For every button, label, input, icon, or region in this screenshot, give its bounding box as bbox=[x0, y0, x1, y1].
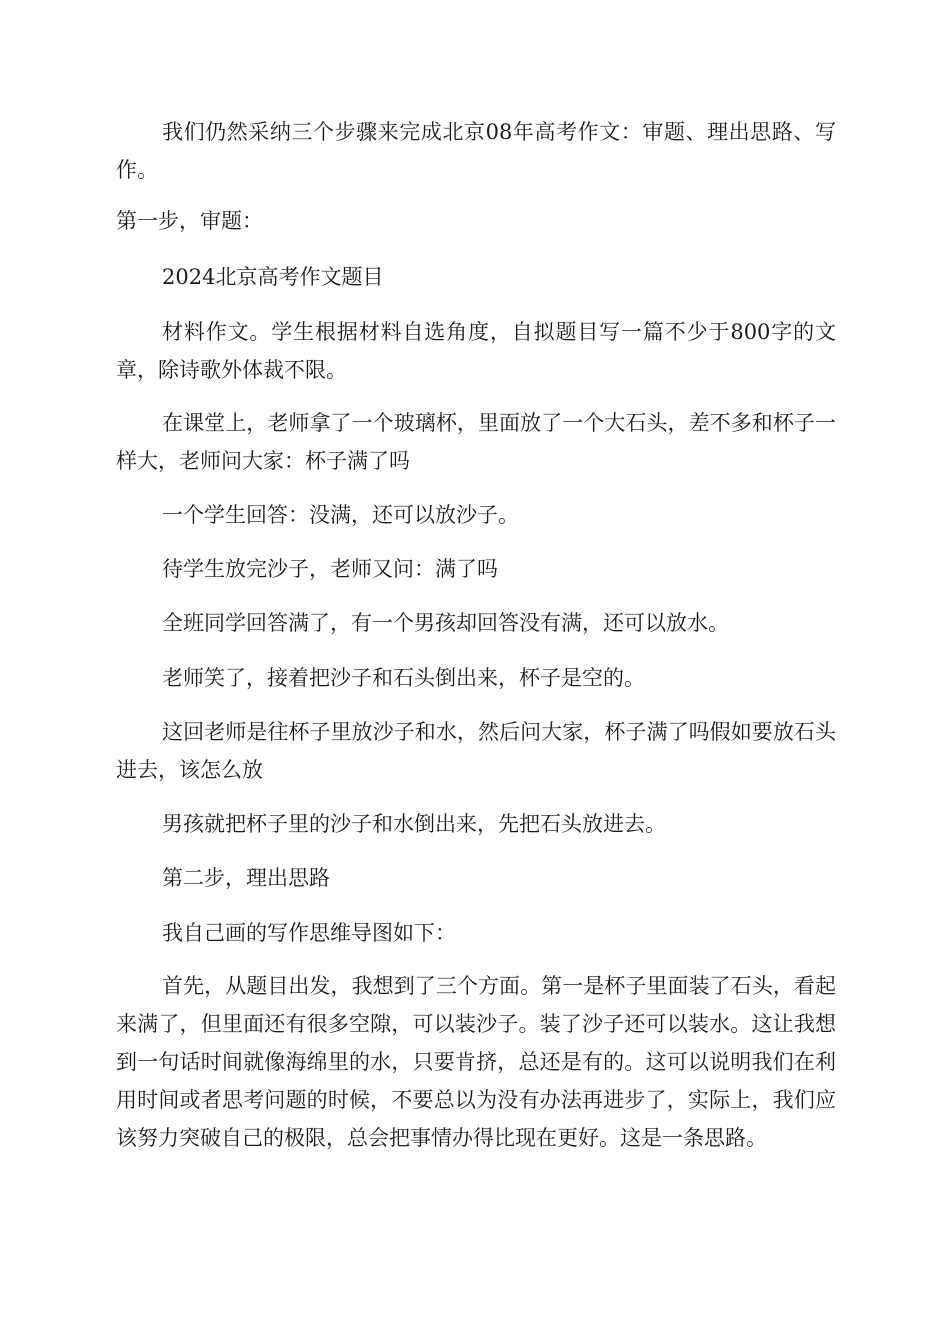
paragraph-analysis: 首先，从题目出发，我想到了三个方面。第一是杯子里面装了石头，看起来满了，但里面还有很多空隙，可以装沙子。装了沙子还可以装水。这让我想到一句话时间就像海绵里的水，只要肯挤，总还是有的。这可以说明我们在利用时间或者思考问题的时候，不要总以为没有办法再进步了，实际上，我们应该努力突破自己的极限，总会把事情办得比现在更好。这是一条思路。 bbox=[116, 974, 836, 1150]
heading-step-two: 第二步，理出思路 bbox=[162, 866, 330, 890]
paragraph-material-5: 老师笑了，接着把沙子和石头倒出来，杯子是空的。 bbox=[162, 666, 645, 690]
paragraph-material-2: 一个学生回答：没满，还可以放沙子。 bbox=[162, 503, 519, 527]
paragraph-material-6: 这回老师是往杯子里放沙子和水，然后问大家，杯子满了吗假如要放石头进去，该怎么放 bbox=[116, 720, 836, 782]
paragraph-intro: 我们仍然采纳三个步骤来完成北京08年高考作文：审题、理出思路、写作。 bbox=[116, 120, 836, 182]
paragraph-material-3: 待学生放完沙子，老师又问：满了吗 bbox=[162, 557, 498, 581]
paragraph-exam-title: 2024北京高考作文题目 bbox=[162, 265, 384, 289]
paragraph-material-1: 在课堂上，老师拿了一个玻璃杯，里面放了一个大石头，差不多和杯子一样大，老师问大家：杯子满了吗 bbox=[116, 411, 836, 473]
paragraph-material-4: 全班同学回答满了，有一个男孩却回答没有满，还可以放水。 bbox=[162, 611, 729, 635]
paragraph-material-7: 男孩就把杯子里的沙子和水倒出来，先把石头放进去。 bbox=[162, 812, 666, 836]
heading-step-one: 第一步，审题： bbox=[116, 209, 263, 233]
paragraph-mindmap-intro: 我自己画的写作思维导图如下： bbox=[162, 921, 456, 945]
paragraph-instructions: 材料作文。学生根据材料自选角度，自拟题目写一篇不少于800字的文章，除诗歌外体裁不限。 bbox=[116, 320, 836, 382]
